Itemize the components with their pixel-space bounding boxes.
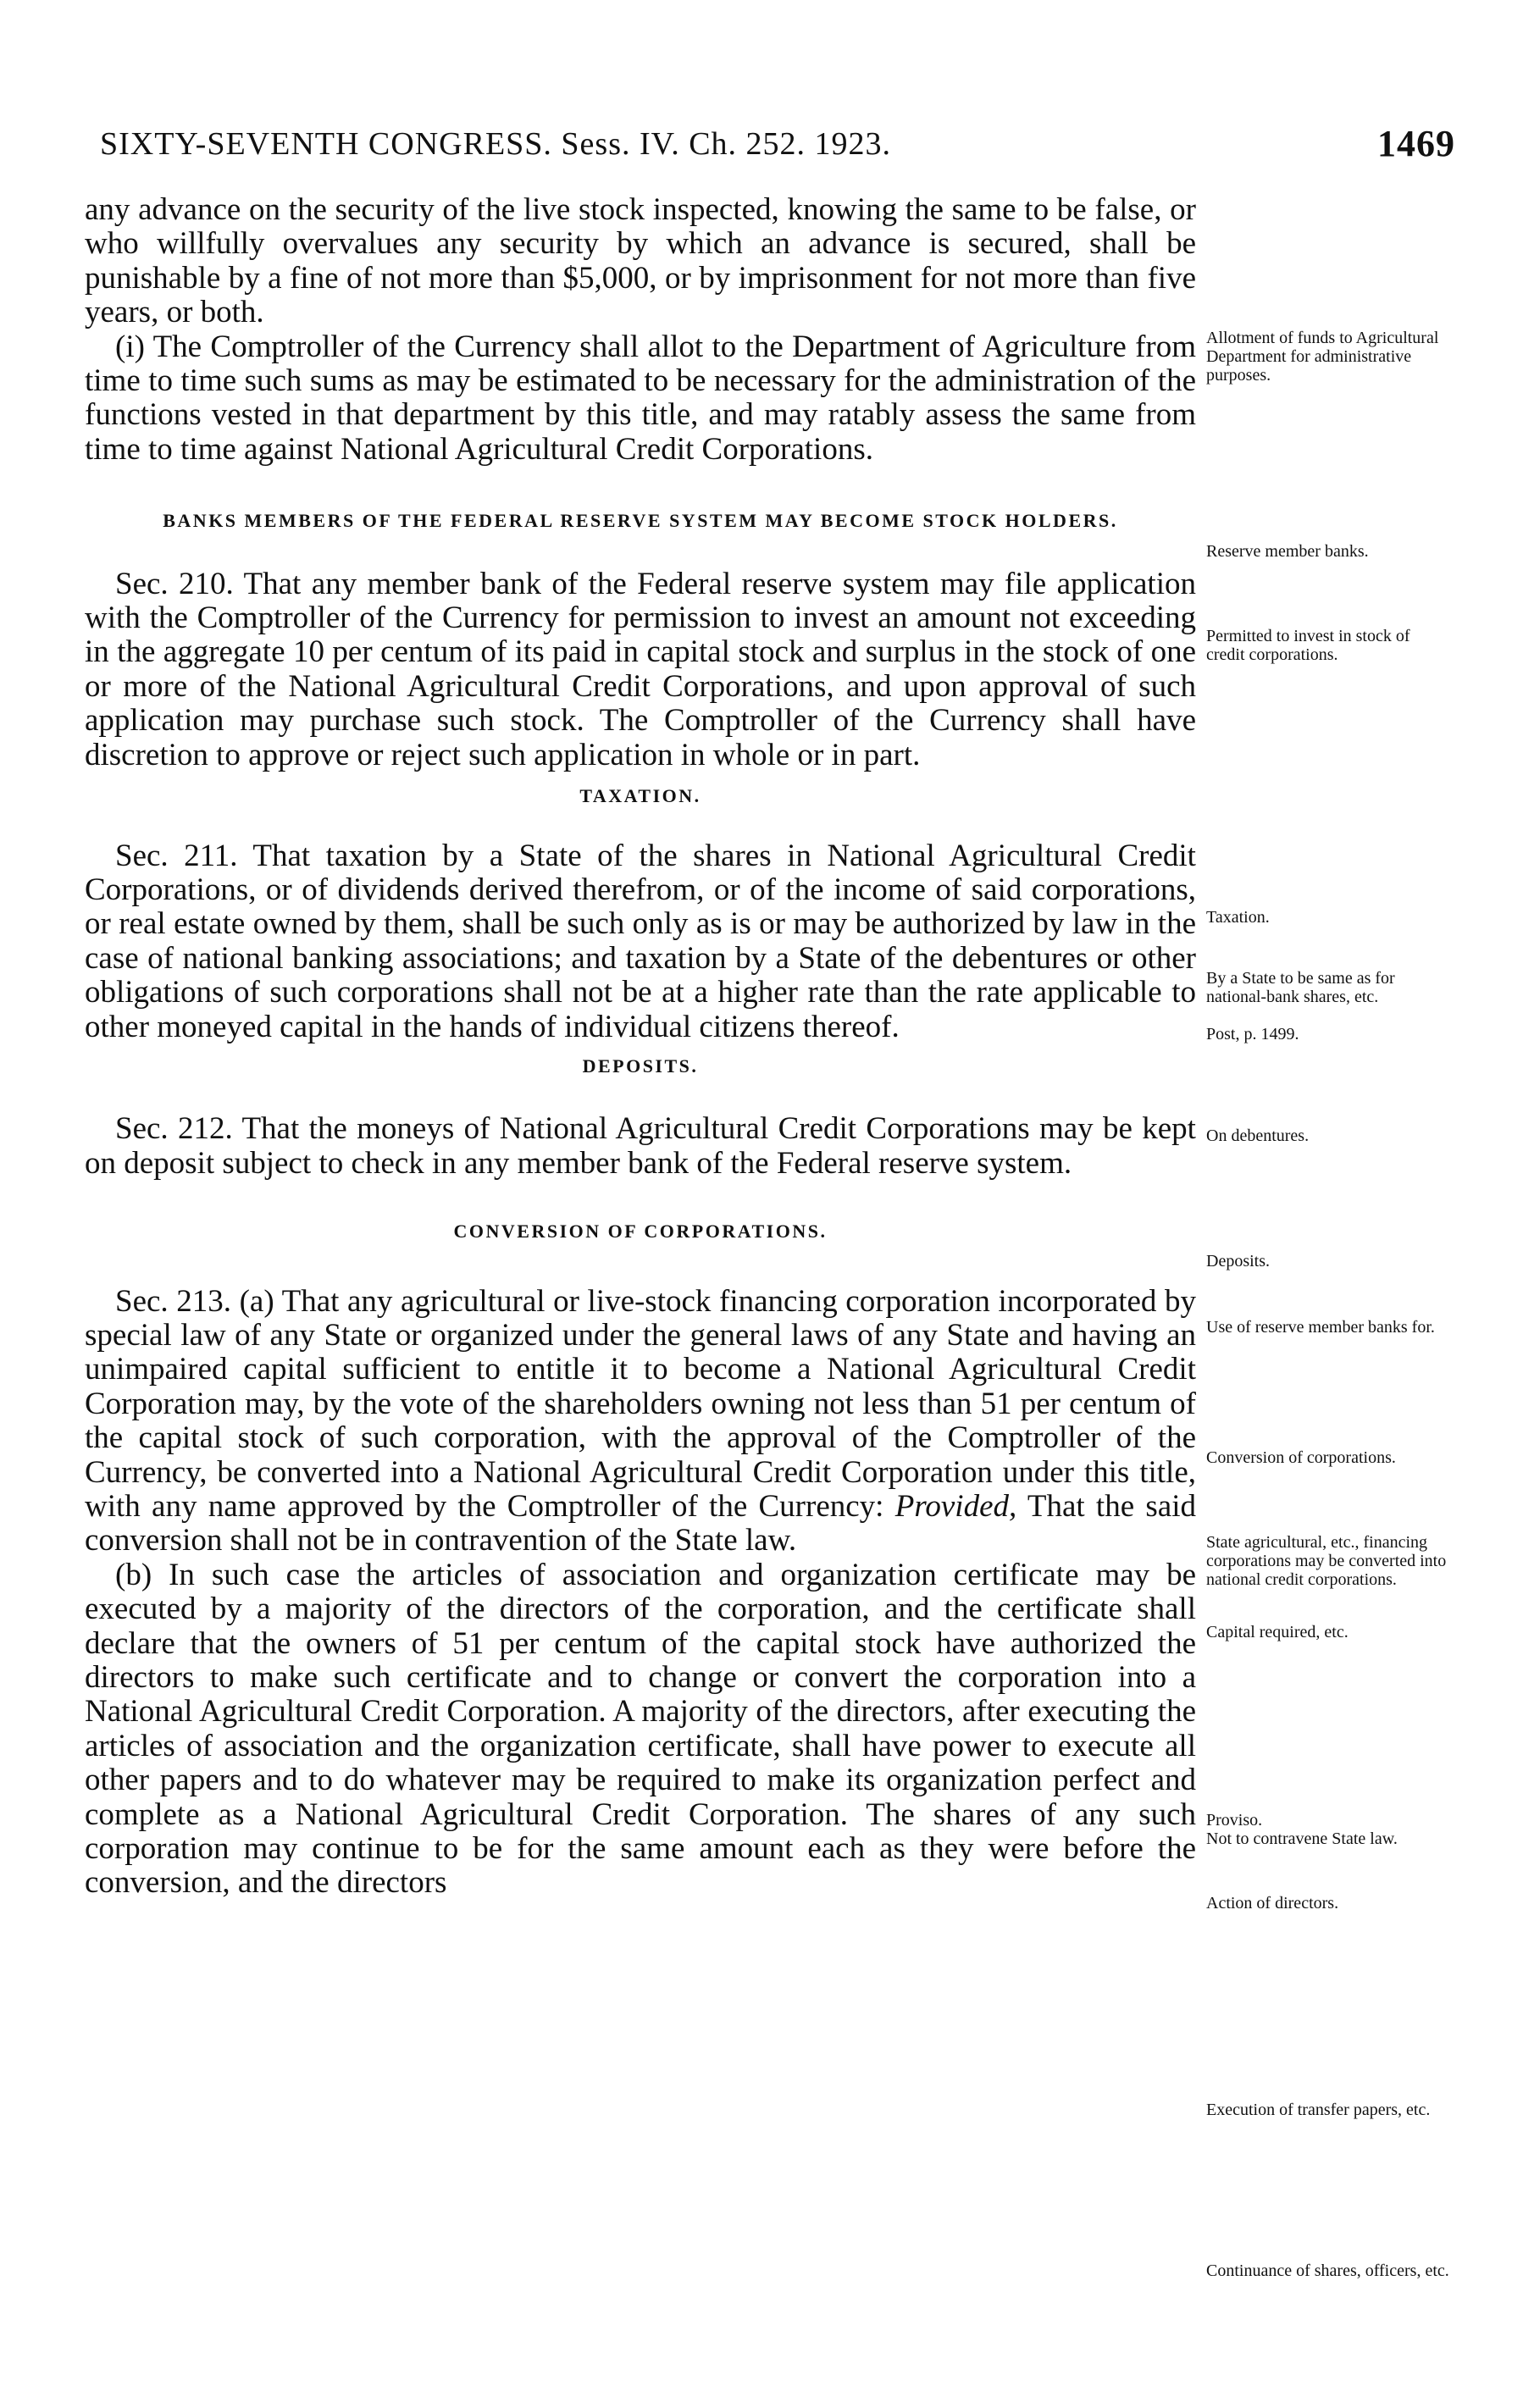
page-number: 1469: [1377, 123, 1455, 164]
margin-note-debentures: On debentures.: [1206, 1127, 1310, 1145]
section-210-text: That any member bank of the Federal reserve system may file application with the Comptroller of the Currency for permission to invest an amount not exceeding in the aggregate 10 per centum of its paid in capital stock and surplus in the stock of one or more of the National Agricultural Credit Corporations, and upon approval of such application may purchase such stock. The Comptroller of the Currency shall have discretion to approve or reject such application in whole or in part.: [85, 566, 1196, 772]
paragraph-continuation: any advance on the security of the live stock inspected, knowing the same to be false, or who willfully overvalues any security by which an advance is secured, shall be punishable by a fine of not more than $5,000, or by imprisonment for not more than five years, or both.: [85, 192, 1196, 330]
margin-note-post-ref: Post, p. 1499.: [1206, 1025, 1299, 1043]
section-213-a-text: (a) That any agricultural or live-stock financing corporation incorporated by special law of any State or organized under the general laws of any State and having an unimpaired capital sufficient to entitle it to become a National Agricultural Credit Corporation may, by the vote of the shareholders owning not less than 51 per centum of the capital stock of such corporation, with the approval of the Comptroller of the Currency, be converted into a National Agricultural Credit Corporation under this title, with any name approved by the Comptroller of the Currency:: [85, 1283, 1196, 1524]
running-head-title: SIXTY-SEVENTH CONGRESS. Sess. IV. Ch. 252. 1923.: [100, 126, 892, 162]
provided-word: Provided,: [894, 1489, 1017, 1524]
margin-note-use-reserve: Use of reserve member banks for.: [1206, 1318, 1435, 1337]
section-212-label: Sec. 212.: [115, 1111, 233, 1147]
heading-banks-members: BANKS MEMBERS OF THE FEDERAL RESERVE SYSTEM MAY BECOME STOCK HOLDERS.: [163, 510, 1118, 532]
section-210: [85, 567, 1196, 772]
margin-note-allotment: Allotment of funds to Agricultural Department for administrative purposes.: [1206, 329, 1439, 385]
section-211-text: That taxation by a State of the shares in National Agricultural Credit Corporations, or of dividends derived therefrom, or of the income of said corporations, or real estate owned by them, shall be such only as is or may be authorized by law in the case of national banking associations; and taxation by a State of the debentures or other obligations of such corporations shall not be at a higher rate than the rate applicable to other moneyed capital in the hands of individual citizens thereof.: [85, 838, 1196, 1044]
section-213-a-proviso-text: That the said conversion shall not be in contravention of the State law.: [85, 1489, 1197, 1558]
section-210-label: Sec. 210.: [115, 566, 234, 601]
section-212-text: That the moneys of National Agricultural Credit Corporations may be kept on deposit subject to check in any member bank of the Federal reserve system.: [85, 1111, 1196, 1181]
section-211: [85, 839, 1196, 1044]
margin-note-action-directors: Action of directors.: [1206, 1894, 1339, 1913]
margin-note-taxation: Taxation.: [1206, 908, 1270, 927]
margin-note-deposits: Deposits.: [1206, 1252, 1270, 1270]
running-head: [100, 119, 1455, 169]
main-text: [85, 193, 1196, 1901]
margin-note-by-state: By a State to be same as for national-bank shares, etc.: [1206, 969, 1395, 1006]
paragraph-subsection-i: (i) The Comptroller of the Currency shall allot to the Department of Agriculture from time to time such sums as may be estimated to be necessary for the administration of the functions vested in that department by this title, and may ratably assess the same from time to time against National Agricultural Credit Corporations.: [85, 329, 1196, 467]
margin-note-execution-transfer: Execution of transfer papers, etc.: [1206, 2101, 1431, 2119]
margin-note-not-contravene: Not to contravene State law.: [1206, 1830, 1398, 1848]
heading-taxation: TAXATION.: [579, 785, 701, 807]
section-213-label: Sec. 213.: [115, 1283, 232, 1319]
heading-conversion: CONVERSION OF CORPORATIONS.: [453, 1221, 828, 1243]
margin-note-state-corps: State agricultural, etc., financing corporations may be converted into national credit corporations.: [1206, 1533, 1447, 1589]
section-212: [85, 1112, 1196, 1181]
margin-note-permitted-invest: Permitted to invest in stock of credit corporations.: [1206, 627, 1410, 664]
margin-note-reserve-banks: Reserve member banks.: [1206, 542, 1369, 561]
section-213-a: [85, 1285, 1196, 1558]
margin-note-conversion: Conversion of corporations.: [1206, 1448, 1396, 1467]
section-213-b: (b) In such case the articles of association and organization certificate may be executed by a majority of the directors of the corporation, and the certificate shall declare that the owners of 51 per centum of the capital stock have authorized the directors to make such certificate and to change or convert the corporation into a National Agricultural Credit Corporation. A majority of the directors, after executing the articles of association and the organization certificate, shall have power to execute all other papers and to do whatever may be required to make its organization perfect and complete as a National Agricultural Credit Corporation. The shares of any such corporation may continue to be for the same amount each as they were before the conversion, and the directors: [85, 1557, 1196, 1901]
section-211-label: Sec. 211.: [115, 838, 238, 873]
heading-deposits: DEPOSITS.: [582, 1055, 699, 1077]
margin-note-continuance-shares: Continuance of shares, officers, etc.: [1206, 2261, 1449, 2280]
margin-note-proviso: Proviso.: [1206, 1811, 1263, 1830]
margin-note-capital-required: Capital required, etc.: [1206, 1623, 1349, 1641]
